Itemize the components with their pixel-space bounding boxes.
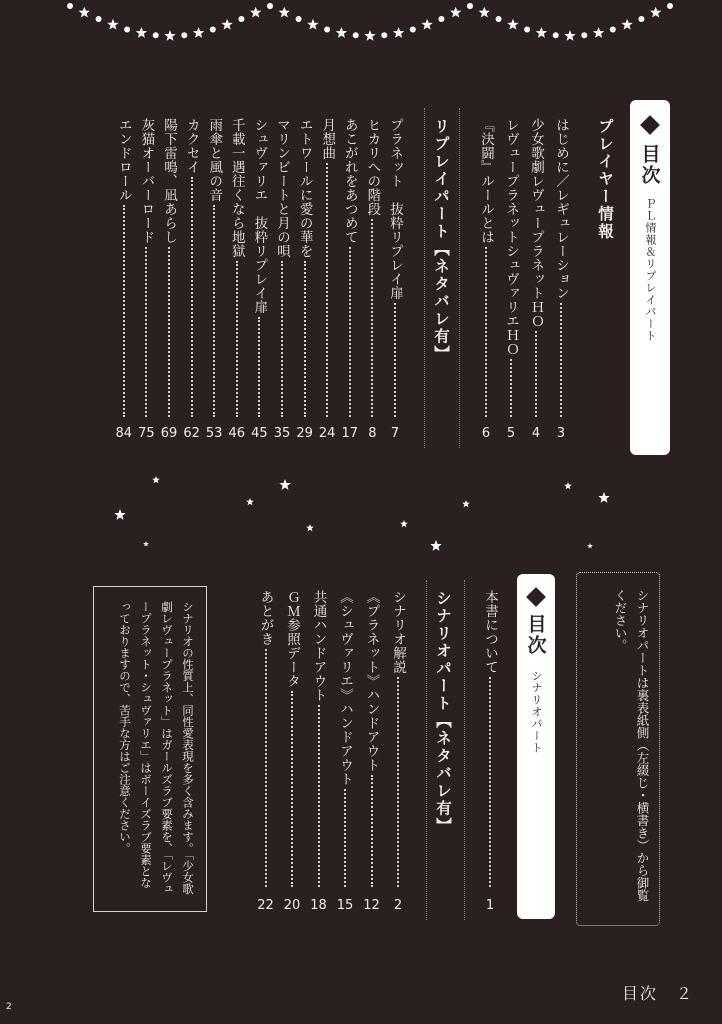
toc-entry[interactable] bbox=[480, 590, 500, 890]
toc-lower-tag bbox=[517, 574, 555, 919]
dot-leader bbox=[265, 649, 267, 887]
toc-upper-title: 目次 bbox=[638, 144, 661, 186]
scenario-note-text: シナリオパートは裏表紙側（左綴じ・横書き）から御覧ください。 bbox=[613, 589, 650, 902]
star-icon bbox=[136, 27, 147, 38]
toc-entry-page: 84 bbox=[115, 426, 133, 441]
dot-leader bbox=[168, 247, 170, 417]
toc-entry-page: 20 bbox=[283, 898, 301, 913]
star-icon bbox=[462, 500, 470, 507]
dot-leader bbox=[291, 691, 293, 887]
star-icon bbox=[621, 19, 632, 30]
dot-icon bbox=[553, 32, 559, 38]
dot-icon bbox=[124, 26, 130, 32]
dot-leader bbox=[535, 331, 537, 417]
toc-entry-title: はじめに／レギュレーション bbox=[553, 118, 569, 300]
toc-lower-title: 目次 bbox=[524, 614, 547, 656]
star-icon bbox=[107, 19, 118, 30]
dot-icon bbox=[238, 16, 244, 22]
dot-leader bbox=[371, 219, 373, 417]
star-icon bbox=[152, 476, 160, 483]
star-icon bbox=[507, 19, 518, 30]
toc-entry-page: 8 bbox=[368, 426, 377, 441]
dot-leader bbox=[394, 303, 396, 417]
dot-leader bbox=[349, 247, 351, 417]
toc-entry-title: 少女歌劇レヴュープラネットＨＯ bbox=[528, 118, 544, 328]
toc-entry-page: 18 bbox=[310, 898, 327, 913]
toc-entry[interactable] bbox=[362, 590, 382, 890]
dot-leader bbox=[489, 677, 491, 887]
toc-entry[interactable] bbox=[227, 118, 247, 420]
star-icon bbox=[536, 27, 547, 38]
toc-entry[interactable] bbox=[309, 590, 329, 890]
toc-entry[interactable] bbox=[340, 118, 360, 420]
toc-entry[interactable] bbox=[501, 118, 521, 420]
toc-entry-page: 3 bbox=[556, 426, 566, 441]
dot-icon bbox=[353, 32, 359, 38]
toc-entry-page: 22 bbox=[257, 898, 274, 913]
toc-entry-page: 46 bbox=[228, 426, 246, 441]
toc-entry-title: あこがれをあつめて bbox=[341, 118, 358, 244]
star-icon bbox=[479, 7, 490, 18]
star-icon bbox=[450, 7, 461, 18]
dot-icon bbox=[381, 32, 387, 38]
toc-entry-page: 17 bbox=[341, 426, 359, 441]
dot-leader bbox=[485, 247, 487, 417]
toc-entry-title: 《プラネット》ハンドアウト bbox=[363, 590, 380, 772]
dot-icon bbox=[467, 3, 473, 9]
toc-entry-title: 『決闘』ルールとは bbox=[478, 118, 494, 244]
toc-entry-page: 5 bbox=[506, 426, 516, 441]
star-icon bbox=[400, 520, 408, 527]
star-icon bbox=[250, 7, 261, 18]
toc-entry-page: 7 bbox=[390, 426, 400, 441]
dot-leader bbox=[371, 775, 373, 887]
dot-icon bbox=[96, 16, 102, 22]
section-divider bbox=[424, 108, 425, 448]
toc-entry[interactable] bbox=[362, 118, 382, 420]
dot-icon bbox=[267, 3, 273, 9]
dot-icon bbox=[496, 16, 502, 22]
toc-entry[interactable] bbox=[272, 118, 292, 420]
toc-lower-subtitle: シナリオパート bbox=[530, 670, 543, 754]
dot-icon bbox=[210, 26, 216, 32]
toc-entry-title: 月想曲 bbox=[319, 118, 336, 160]
star-icon bbox=[393, 27, 404, 38]
dot-icon bbox=[296, 16, 302, 22]
section-divider bbox=[459, 108, 460, 448]
toc-entry[interactable] bbox=[282, 590, 302, 890]
scenario-note-box bbox=[576, 572, 660, 926]
toc-upper-subtitle: ＰＬ情報＆リプレイパート bbox=[644, 198, 657, 342]
toc-entry-title: プラネット 抜粋リプレイ扉 bbox=[387, 118, 403, 300]
toc-entry-page: 62 bbox=[183, 426, 200, 441]
toc-entry-title: 千載一遇往くなら地獄 bbox=[228, 118, 245, 258]
toc-entry-page: 29 bbox=[296, 426, 313, 441]
footer-label: 目次 ２ bbox=[621, 984, 694, 1003]
star-icon bbox=[364, 30, 375, 41]
toc-entry[interactable] bbox=[476, 118, 496, 420]
toc-entry-title: ＧＭ参照データ bbox=[284, 590, 300, 688]
dot-leader bbox=[145, 247, 147, 417]
dot-icon bbox=[181, 32, 187, 38]
dot-icon bbox=[638, 16, 644, 22]
star-icon bbox=[593, 27, 604, 38]
toc-entry[interactable] bbox=[249, 118, 269, 420]
diamond-icon bbox=[640, 115, 660, 135]
dot-leader bbox=[510, 359, 512, 417]
toc-entry[interactable] bbox=[204, 118, 224, 420]
toc-entry-title: カクセイ bbox=[183, 118, 200, 174]
toc-entry-page: 2 bbox=[393, 898, 403, 913]
toc-entry-title: 共通ハンドアウト bbox=[310, 590, 327, 702]
toc-entry-title: マリンビートと月の唄 bbox=[274, 118, 290, 258]
toc-entry[interactable] bbox=[388, 590, 408, 890]
toc-entry-title: ヒカリへの階段 bbox=[364, 118, 381, 216]
toc-entry[interactable] bbox=[295, 118, 315, 420]
toc-entry-page: 45 bbox=[251, 426, 268, 441]
toc-entry-title: 雨傘と風の音 bbox=[206, 118, 223, 202]
section-heading-scenario: シナリオパート【ネタバレ有】 bbox=[434, 590, 452, 835]
dot-leader bbox=[213, 205, 215, 417]
star-icon bbox=[564, 482, 572, 489]
dot-icon bbox=[410, 26, 416, 32]
dot-leader bbox=[281, 261, 283, 417]
page-number: 2 bbox=[6, 1002, 12, 1012]
toc-entry[interactable] bbox=[256, 590, 276, 890]
toc-entry[interactable] bbox=[385, 118, 405, 420]
toc-entry-page: 6 bbox=[481, 426, 491, 441]
star-icon bbox=[650, 7, 661, 18]
section-heading-player-info: プレイヤー情報 bbox=[596, 118, 614, 241]
dot-icon bbox=[581, 32, 587, 38]
toc-entry-page: 24 bbox=[318, 426, 336, 441]
toc-entry[interactable] bbox=[114, 118, 134, 420]
toc-entry-title: 《シュヴァリエ》ハンドアウト bbox=[337, 590, 353, 786]
toc-entry-page: 4 bbox=[531, 426, 541, 441]
star-icon bbox=[279, 479, 290, 490]
toc-entry-title: 陽下雷鳴、凪あらし bbox=[161, 118, 177, 244]
toc-entry-title: エトワールに愛の華を bbox=[296, 118, 313, 258]
dot-leader bbox=[304, 261, 306, 417]
star-icon bbox=[587, 543, 593, 548]
toc-entry[interactable] bbox=[526, 118, 546, 420]
toc-entry-title: 灰猫オーバーロード bbox=[138, 118, 155, 244]
dot-icon bbox=[438, 16, 444, 22]
toc-entry[interactable] bbox=[551, 118, 571, 420]
star-icon bbox=[306, 524, 314, 531]
dot-icon bbox=[524, 26, 530, 32]
warning-box bbox=[93, 586, 207, 912]
toc-entry-title: あとがき bbox=[257, 590, 274, 646]
star-icon bbox=[598, 492, 609, 503]
star-icon bbox=[221, 19, 232, 30]
dot-icon bbox=[67, 3, 73, 9]
section-heading-replay: リプレイパート【ネタバレ有】 bbox=[432, 118, 450, 363]
dot-leader bbox=[344, 789, 346, 887]
star-icon bbox=[246, 498, 254, 505]
toc-entry-page: 15 bbox=[336, 898, 354, 913]
toc-entry-title: シナリオ解説 bbox=[390, 590, 406, 674]
star-icon bbox=[279, 7, 290, 18]
dot-leader bbox=[258, 317, 260, 417]
dot-icon bbox=[610, 26, 616, 32]
toc-entry-title: レヴュープラネットシュヴァリエＨＯ bbox=[503, 118, 519, 356]
toc-entry-page: 75 bbox=[138, 426, 155, 441]
warning-text: シナリオの性質上、同性愛表現を多く含みます。「少女歌劇レヴュープラネット」はガールズラブ要素を、「レヴュープラネット・シュヴァリエ」はボーイズラブ要素となっておりますので、苦手な方はご注意ください。 bbox=[118, 601, 195, 895]
scattered-stars-decoration bbox=[0, 460, 722, 560]
star-icon bbox=[143, 541, 149, 546]
toc-entry[interactable] bbox=[335, 590, 355, 890]
dot-leader bbox=[560, 303, 562, 417]
star-icon bbox=[307, 19, 318, 30]
star-icon bbox=[336, 27, 347, 38]
toc-entry[interactable] bbox=[159, 118, 179, 420]
toc-entry[interactable] bbox=[317, 118, 337, 420]
toc-upper-tag bbox=[630, 100, 670, 455]
toc-entry-page: 12 bbox=[363, 898, 380, 913]
dot-icon bbox=[324, 26, 330, 32]
star-icon bbox=[114, 509, 125, 520]
section-divider bbox=[426, 580, 427, 920]
dot-icon bbox=[153, 32, 159, 38]
dot-icon bbox=[667, 3, 673, 9]
toc-entry[interactable] bbox=[182, 118, 202, 420]
toc-entry-title: シュヴァリエ 抜粋リプレイ扉 bbox=[251, 118, 268, 314]
diamond-icon bbox=[526, 587, 546, 607]
dot-leader bbox=[236, 261, 238, 417]
section-divider bbox=[464, 580, 465, 920]
toc-entry-page: 35 bbox=[273, 426, 291, 441]
toc-entry-title: エンドロール bbox=[115, 118, 132, 202]
dot-leader bbox=[326, 163, 328, 417]
star-icon bbox=[193, 27, 204, 38]
toc-entry[interactable] bbox=[136, 118, 156, 420]
star-icon bbox=[430, 540, 441, 551]
toc-entry-title: 本書について bbox=[482, 590, 498, 674]
dot-leader bbox=[318, 705, 320, 887]
toc-entry-page: 53 bbox=[205, 426, 223, 441]
toc-entry-page: 69 bbox=[160, 426, 178, 441]
star-icon bbox=[79, 7, 90, 18]
star-icon bbox=[421, 19, 432, 30]
star-icon bbox=[564, 30, 575, 41]
star-garland-decoration bbox=[0, 0, 722, 50]
dot-leader bbox=[397, 677, 399, 887]
toc-entry-page: 1 bbox=[485, 898, 495, 913]
star-icon bbox=[164, 30, 175, 41]
dot-leader bbox=[123, 205, 125, 417]
dot-leader bbox=[191, 177, 193, 417]
